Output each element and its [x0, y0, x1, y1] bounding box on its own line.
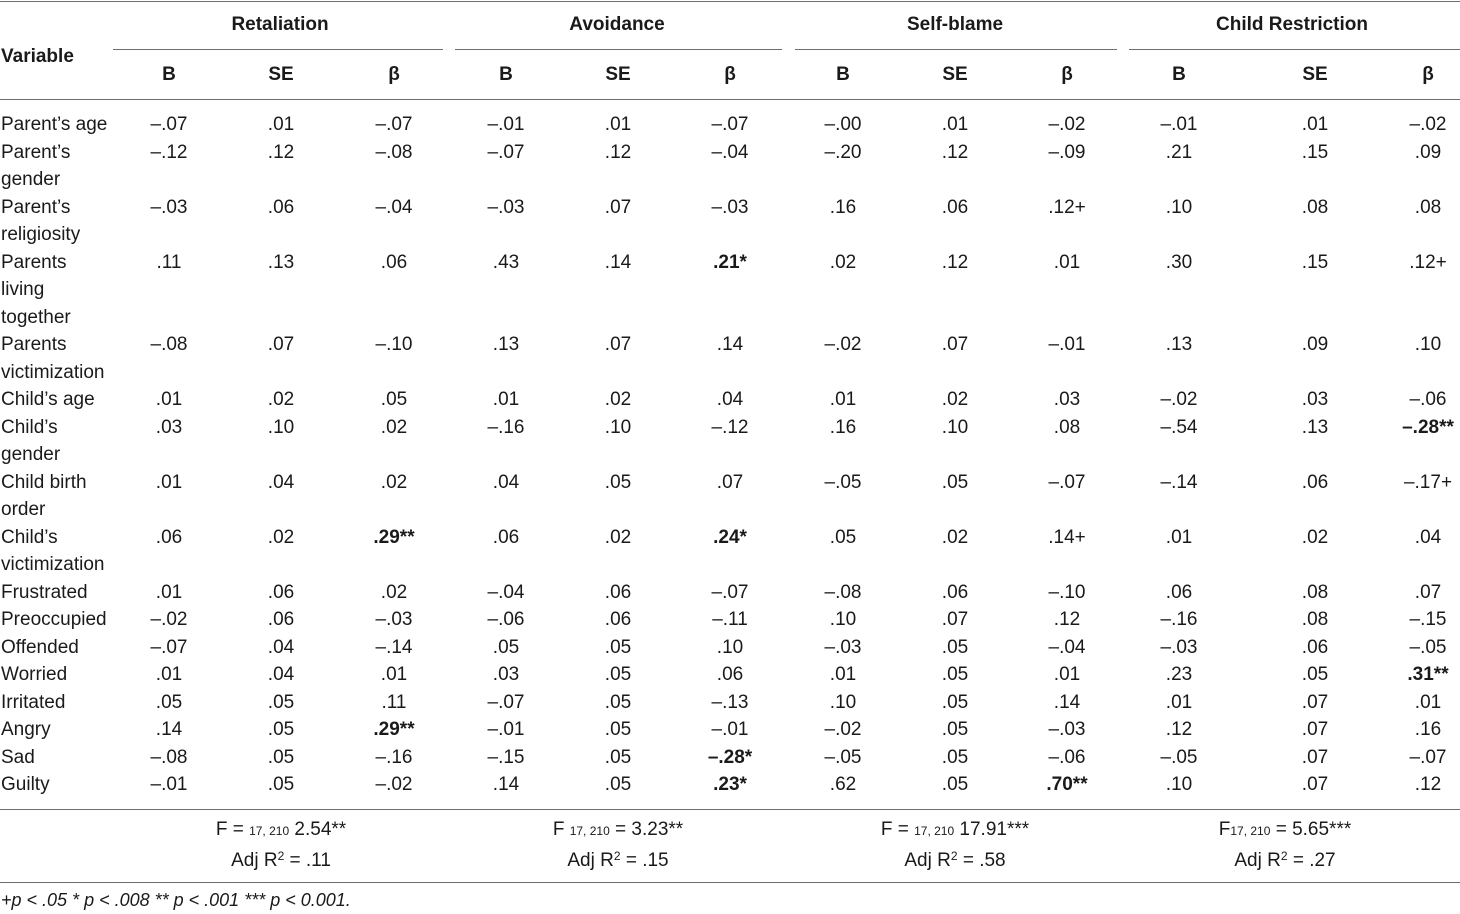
table-cell: .10 [829, 609, 857, 630]
adj-prefix: Adj R [1234, 850, 1281, 871]
table-cell: .24* [713, 526, 747, 548]
table-cell: .15 [1301, 141, 1329, 163]
table-cell: .05 [380, 389, 408, 410]
table-cell: .04 [716, 389, 744, 410]
table-cell: .04 [267, 664, 295, 685]
table-cell: .10 [1414, 334, 1442, 355]
table-cell: .06 [155, 526, 183, 548]
table-cell: .14 [716, 334, 744, 355]
table-cell: .06 [267, 609, 295, 630]
table-cell: .05 [604, 719, 632, 740]
subheader-se: SE [1302, 64, 1328, 85]
f-value: 2.54** [289, 819, 347, 840]
table-cell: .01 [155, 664, 183, 685]
adj-value: = .11 [284, 850, 331, 871]
table-cell: .05 [941, 691, 969, 713]
table-cell: .10 [829, 691, 857, 713]
table-cell: .04 [492, 471, 520, 493]
adj-sup: 2 [1280, 849, 1288, 863]
f-statistic [881, 816, 1029, 846]
f-prefix: F = [215, 819, 250, 840]
row-label: Parents living together [1, 251, 71, 328]
table-cell: .70** [1046, 774, 1088, 795]
row-label: Guilty [1, 774, 50, 795]
table-cell: .01 [1165, 691, 1193, 713]
table-cell: –.01 [711, 719, 749, 740]
table-cell: .07 [941, 609, 969, 630]
table-cell: –.05 [1160, 746, 1198, 768]
table-cell: .02 [267, 526, 295, 548]
table-cell: –.06 [487, 609, 525, 630]
table-cell: .05 [941, 719, 969, 740]
table-cell: .12 [1414, 774, 1442, 795]
table-cell: .12+ [1048, 196, 1086, 218]
group-header-retaliation: Retaliation [231, 14, 329, 35]
table-cell: –.10 [1048, 581, 1086, 603]
table-cell: .31** [1407, 664, 1449, 685]
table-cell: .05 [267, 719, 295, 740]
table-cell: –.03 [1160, 636, 1198, 658]
f-df: 17, 210 [569, 824, 610, 838]
table-cell: –.14 [1160, 471, 1198, 493]
row-label: Angry [1, 719, 51, 740]
table-cell: –.08 [824, 581, 862, 603]
f-value: = 3.23** [609, 819, 684, 840]
table-cell: .05 [1301, 664, 1329, 685]
subheader-beta: β [1422, 64, 1434, 85]
table-cell: .05 [604, 636, 632, 658]
adj-r-squared [904, 843, 1005, 875]
table-cell: .16 [1414, 719, 1442, 740]
adj-value: = .27 [1287, 850, 1336, 871]
table-cell: .11 [381, 691, 407, 713]
table-cell: .05 [267, 746, 295, 768]
table-cell: .14+ [1048, 526, 1086, 548]
table-cell: .06 [1301, 636, 1329, 658]
table-cell: .05 [829, 526, 857, 548]
subheader-b: B [836, 64, 850, 85]
table-cell: –.13 [711, 691, 749, 713]
row-label: Child’s gender [1, 416, 61, 465]
table-cell: –.05 [1409, 636, 1447, 658]
table-cell: .14 [155, 719, 183, 740]
table-cell: .02 [380, 416, 408, 438]
table-cell: .02 [829, 251, 857, 273]
table-cell: –.02 [824, 334, 862, 355]
group-header-avoidance: Avoidance [569, 14, 665, 35]
table-cell: –.54 [1160, 416, 1198, 438]
table-cell: .09 [1301, 334, 1329, 355]
table-cell: .05 [492, 636, 520, 658]
footnote: +p < .05 * p < .008 ** p < .001 *** p < 0.001. [1, 890, 351, 910]
subheader-se: SE [605, 64, 631, 85]
adj-sup: 2 [613, 849, 621, 863]
table-cell: –.01 [1048, 334, 1086, 355]
table-cell: .07 [1301, 719, 1329, 740]
table-cell: .14 [604, 251, 632, 273]
table-cell: –.05 [824, 471, 862, 493]
table-cell: .02 [267, 389, 295, 410]
table-cell: –.02 [375, 774, 413, 795]
table-cell: –.10 [375, 334, 413, 355]
table-cell: .01 [1414, 691, 1442, 713]
table-cell: .06 [716, 664, 744, 685]
table-cell: –.02 [1048, 114, 1086, 135]
table-cell: .07 [1301, 774, 1329, 795]
table-cell: –.14 [375, 636, 413, 658]
row-label: Sad [1, 746, 35, 768]
table-cell: –.03 [1048, 719, 1086, 740]
table-cell: .02 [380, 581, 408, 603]
table-cell: .13 [267, 251, 295, 273]
table-cell: .05 [604, 691, 632, 713]
table-cell: –.03 [711, 196, 749, 218]
table-cell: .12 [941, 141, 969, 163]
table-cell: –.09 [1048, 141, 1086, 163]
adj-prefix: Adj R [567, 850, 614, 871]
table-cell: –.07 [711, 581, 749, 603]
table-cell: .04 [267, 471, 295, 493]
table-cell: –.03 [824, 636, 862, 658]
table-cell: –.16 [1160, 609, 1198, 630]
table-cell: –.08 [150, 334, 188, 355]
table-cell: .14 [492, 774, 520, 795]
table-cell: –.07 [150, 636, 188, 658]
table-cell: –.15 [1409, 609, 1447, 630]
table-cell: –.05 [824, 746, 862, 768]
table-cell: .01 [492, 389, 520, 410]
f-df: 17, 210 [249, 824, 290, 838]
row-label: Parents victimization [1, 334, 105, 383]
adj-sup: 2 [950, 849, 958, 863]
group-header-self-blame: Self-blame [906, 14, 1004, 35]
row-label: Parent’s religiosity [1, 196, 81, 245]
table-cell: –.16 [487, 416, 525, 438]
top-rule [0, 1, 1460, 2]
table-cell: .03 [155, 416, 183, 438]
table-cell: .07 [1301, 691, 1329, 713]
group-rule-avoidance [455, 49, 782, 50]
table-cell: –.04 [711, 141, 749, 163]
table-cell: .01 [155, 389, 183, 410]
table-cell: .05 [604, 774, 632, 795]
table-cell: .01 [155, 581, 183, 603]
table-cell: –.06 [1048, 746, 1086, 768]
adj-value: = .58 [957, 850, 1006, 871]
table-cell: .10 [1165, 774, 1193, 795]
table-cell: .05 [941, 636, 969, 658]
table-cell: .15 [1301, 251, 1329, 273]
table-cell: .23* [713, 774, 747, 795]
table-cell: –.12 [711, 416, 749, 438]
row-label: Irritated [1, 691, 66, 713]
table-cell: .10 [267, 416, 295, 438]
subheader-beta: β [388, 64, 400, 85]
adj-r-squared [1234, 843, 1335, 875]
table-cell: –.02 [1160, 389, 1198, 410]
table-cell: .05 [267, 774, 295, 795]
f-statistic [1219, 816, 1351, 846]
table-cell: .05 [941, 471, 969, 493]
table-cell: .07 [1414, 581, 1442, 603]
table-cell: .16 [829, 196, 857, 218]
table-cell: –.01 [487, 114, 525, 135]
table-cell: –.07 [1409, 746, 1447, 768]
table-cell: .04 [267, 636, 295, 658]
group-rule-self-blame [795, 49, 1117, 50]
table-cell: .43 [492, 251, 520, 273]
table-cell: .01 [1301, 114, 1329, 135]
table-cell: –.06 [1409, 389, 1447, 410]
table-cell: –.03 [150, 196, 188, 218]
table-cell: –.01 [150, 774, 188, 795]
group-rule-child-restriction [1129, 49, 1460, 50]
table-cell: .02 [604, 526, 632, 548]
table-cell: .06 [267, 196, 295, 218]
subheader-b: B [162, 64, 176, 85]
table-cell: .03 [1053, 389, 1081, 410]
table-cell: .13 [492, 334, 520, 355]
table-cell: .06 [1301, 471, 1329, 493]
table-cell: –.02 [150, 609, 188, 630]
table-cell: .01 [1053, 251, 1081, 273]
table-cell: –.04 [1048, 636, 1086, 658]
table-cell: –.07 [150, 114, 188, 135]
subheader-se: SE [268, 64, 294, 85]
table-cell: –.07 [711, 114, 749, 135]
table-cell: –.07 [487, 141, 525, 163]
table-cell: .05 [941, 664, 969, 685]
table-cell: .06 [380, 251, 408, 273]
table-cell: .03 [492, 664, 520, 685]
f-df: 17, 210 [1230, 824, 1271, 838]
table-cell: .13 [1165, 334, 1193, 355]
table-cell: –.28* [707, 746, 753, 768]
table-cell: –.12 [150, 141, 188, 163]
stats-top-rule [0, 809, 1460, 810]
row-label: Child birth order [1, 471, 87, 520]
table-cell: –.08 [150, 746, 188, 768]
table-cell: .21 [1165, 141, 1193, 163]
table-cell: .62 [829, 774, 857, 795]
table-bottom-rule [0, 882, 1460, 883]
row-label: Preoccupied [1, 609, 107, 630]
table-cell: .02 [1301, 526, 1329, 548]
table-cell: .05 [941, 774, 969, 795]
table-cell: –.16 [375, 746, 413, 768]
table-cell: .10 [941, 416, 969, 438]
table-cell: .01 [155, 471, 183, 493]
adj-prefix: Adj R [904, 850, 951, 871]
f-prefix: F = [880, 819, 915, 840]
table-cell: –.07 [375, 114, 413, 135]
table-cell: .12 [604, 141, 632, 163]
table-cell: .05 [604, 471, 632, 493]
table-cell: .05 [604, 664, 632, 685]
table-cell: .07 [716, 471, 744, 493]
table-cell: –.07 [487, 691, 525, 713]
table-cell: .12 [941, 251, 969, 273]
f-value: 17.91*** [954, 819, 1030, 840]
table-cell: .07 [267, 334, 295, 355]
row-label: Parent’s gender [1, 141, 71, 190]
adj-value: = .15 [620, 850, 669, 871]
table-cell: .29** [373, 526, 415, 548]
f-df: 17, 210 [914, 824, 955, 838]
table-cell: .01 [380, 664, 408, 685]
table-cell: –.20 [824, 141, 862, 163]
table-cell: .10 [604, 416, 632, 438]
table-cell: .04 [1414, 526, 1442, 548]
table-cell: –.08 [375, 141, 413, 163]
table-cell: .01 [941, 114, 969, 135]
table-cell: .01 [829, 664, 857, 685]
subheader-beta: β [1061, 64, 1073, 85]
table-cell: .29** [373, 719, 415, 740]
table-cell: .10 [1165, 196, 1193, 218]
row-label: Child’s age [1, 389, 95, 410]
table-cell: –.02 [1409, 114, 1447, 135]
table-cell: .08 [1414, 196, 1442, 218]
table-cell: .12 [1165, 719, 1193, 740]
table-cell: .08 [1053, 416, 1081, 438]
table-cell: .06 [267, 581, 295, 603]
table-cell: .06 [1165, 581, 1193, 603]
table-cell: .06 [941, 196, 969, 218]
table-cell: .10 [716, 636, 744, 658]
table-cell: .06 [941, 581, 969, 603]
subheader-b: B [499, 64, 513, 85]
table-cell: .12+ [1409, 251, 1447, 273]
group-rule-retaliation [113, 49, 443, 50]
table-cell: .06 [604, 609, 632, 630]
table-cell: .30 [1165, 251, 1193, 273]
row-label: Offended [1, 636, 79, 658]
table-cell: .07 [941, 334, 969, 355]
adj-r-squared [567, 843, 668, 875]
f-prefix: F [552, 819, 570, 840]
table-cell: –.00 [824, 114, 862, 135]
table-cell: –.04 [375, 196, 413, 218]
f-value: = 5.65*** [1270, 819, 1352, 840]
f-statistic [553, 816, 683, 846]
table-cell: .02 [380, 471, 408, 493]
table-cell: –.28** [1402, 416, 1454, 438]
table-cell: –.01 [487, 719, 525, 740]
adj-sup: 2 [277, 849, 285, 863]
table-cell: .01 [267, 114, 295, 135]
table-cell: –.03 [487, 196, 525, 218]
table-cell: .05 [941, 746, 969, 768]
table-cell: .02 [604, 389, 632, 410]
table-cell: .11 [156, 251, 182, 273]
row-label: Worried [1, 664, 68, 685]
row-label: Child’s victimization [1, 526, 105, 575]
table-cell: –.11 [712, 609, 748, 630]
f-statistic [216, 816, 346, 846]
table-cell: .01 [1053, 664, 1081, 685]
variable-header: Variable [1, 46, 74, 67]
table-cell: .08 [1301, 581, 1329, 603]
table-cell: .09 [1414, 141, 1442, 163]
table-cell: .05 [155, 691, 183, 713]
table-cell: –.17+ [1403, 471, 1453, 493]
table-cell: –.01 [1160, 114, 1198, 135]
f-prefix: F [1218, 819, 1231, 840]
subheader-se: SE [942, 64, 968, 85]
table-cell: .08 [1301, 196, 1329, 218]
table-cell: –.15 [487, 746, 525, 768]
table-cell: .16 [829, 416, 857, 438]
table-cell: –.04 [487, 581, 525, 603]
table-cell: .21* [713, 251, 747, 273]
table-cell: .07 [604, 196, 632, 218]
table-cell: .08 [1301, 609, 1329, 630]
table-cell: .13 [1301, 416, 1329, 438]
adj-r-squared [231, 843, 331, 875]
subheader-b: B [1172, 64, 1186, 85]
table-cell: .01 [829, 389, 857, 410]
table-cell: –.07 [1048, 471, 1086, 493]
header-bottom-rule [0, 99, 1460, 100]
table-cell: .07 [1301, 746, 1329, 768]
table-cell: .02 [941, 389, 969, 410]
table-cell: .06 [492, 526, 520, 548]
subheader-beta: β [724, 64, 736, 85]
table-cell: .06 [604, 581, 632, 603]
table-cell: .03 [1301, 389, 1329, 410]
row-label: Parent’s age [1, 114, 108, 135]
table-cell: .12 [267, 141, 295, 163]
adj-prefix: Adj R [231, 850, 278, 871]
table-cell: .12 [1053, 609, 1081, 630]
table-cell: .07 [604, 334, 632, 355]
table-cell: –.02 [824, 719, 862, 740]
group-header-child-restriction: Child Restriction [1215, 14, 1369, 35]
table-cell: .23 [1165, 664, 1193, 685]
table-cell: .05 [604, 746, 632, 768]
table-cell: .01 [1165, 526, 1193, 548]
row-label: Frustrated [1, 581, 88, 603]
table-cell: –.03 [375, 609, 413, 630]
table-cell: .02 [941, 526, 969, 548]
table-cell: .01 [604, 114, 632, 135]
table-cell: .05 [267, 691, 295, 713]
table-cell: .14 [1053, 691, 1081, 713]
